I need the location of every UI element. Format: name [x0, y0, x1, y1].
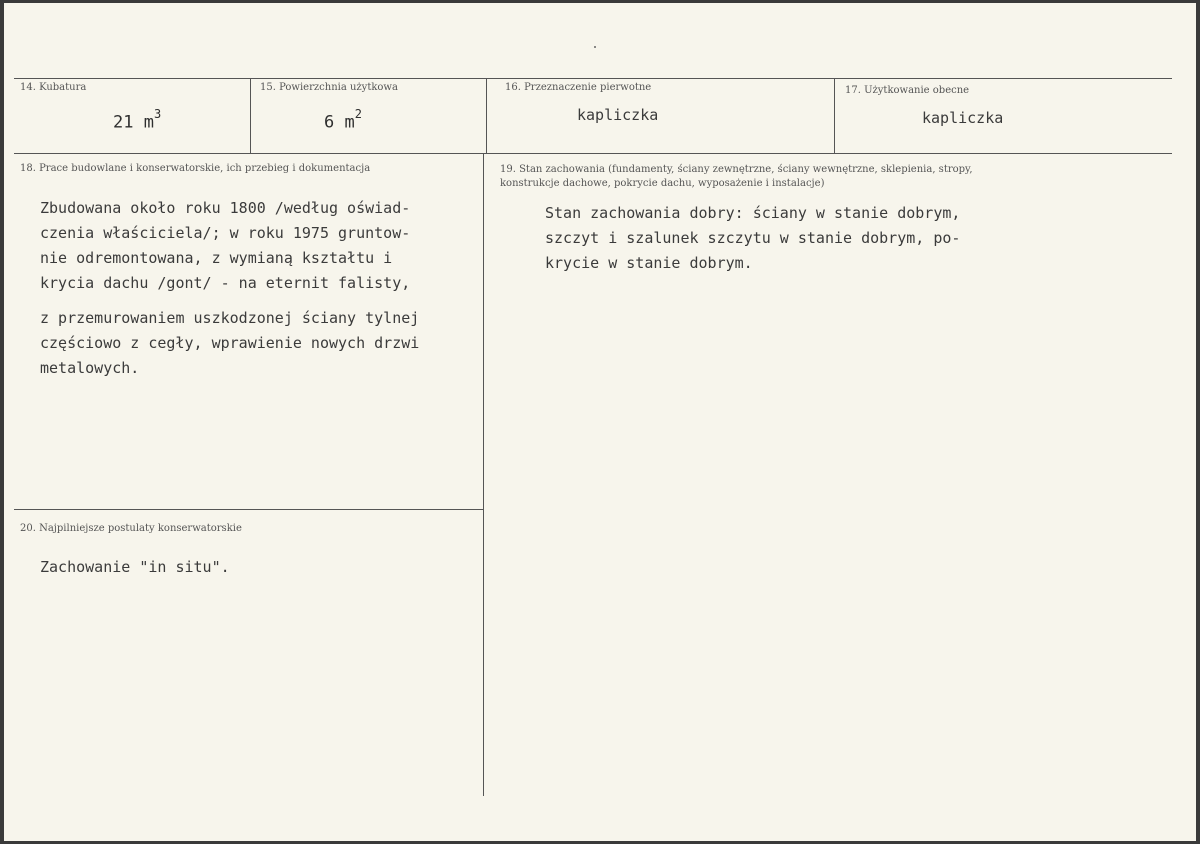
field-18-line-7: metalowych.: [40, 359, 140, 377]
field-18-line-4: krycia dachu /gont/ - na eternit falisty,: [40, 274, 411, 292]
card-edge-top: [0, 0, 1200, 3]
field-19-line-1: Stan zachowania dobry: ściany w stanie dobrym,: [545, 204, 961, 222]
field-17-value: kapliczka: [922, 109, 1004, 127]
field-16-value: kapliczka: [577, 106, 659, 124]
field-15-label: 15. Powierzchnia użytkowa: [260, 82, 398, 93]
field-17-label: 17. Użytkowanie obecne: [845, 85, 970, 96]
field-14-label: 14. Kubatura: [20, 82, 87, 93]
field-19-label-line-2: konstrukcje dachowe, pokrycie dachu, wyposażenie i instalacje): [500, 178, 825, 189]
divider-left-right: [483, 153, 484, 796]
divider-16-17: [834, 78, 835, 153]
field-19-line-2: szczyt i szalunek szczytu w stanie dobrym, po-: [545, 229, 961, 247]
card-edge-left: [0, 0, 4, 844]
field-16-label: 16. Przeznaczenie pierwotne: [505, 82, 652, 93]
field-18-line-5: z przemurowaniem uszkodzonej ściany tylnej: [40, 309, 420, 327]
divider-14-15: [250, 78, 251, 153]
speck: [594, 46, 596, 48]
field-14-value: 21 $m^3$: [113, 107, 162, 133]
field-18-line-2: czenia właściciela/; w roku 1975 gruntow-: [40, 224, 411, 242]
field-19-label-line-1: 19. Stan zachowania (fundamenty, ściany zewnętrzne, ściany wewnętrzne, sklepienia, stropy,: [500, 164, 973, 175]
field-20-value: Zachowanie "in situ".: [40, 558, 230, 576]
card-edge-right: [1196, 0, 1200, 844]
row1-bottom-rule: [14, 153, 1172, 154]
top-rule: [14, 78, 1172, 79]
divider-15-16: [486, 78, 487, 153]
field-18-line-1: Zbudowana około roku 1800 /według oświad-: [40, 199, 411, 217]
field-20-label: 20. Najpilniejsze postulaty konserwatorskie: [20, 523, 242, 534]
field-15-value: 6 $m^2$: [324, 107, 362, 133]
field-18-line-6: częściowo z cegły, wprawienie nowych drzwi: [40, 334, 420, 352]
field-18-label: 18. Prace budowlane i konserwatorskie, ich przebieg i dokumentacja: [20, 163, 371, 174]
field-18-line-3: nie odremontowana, z wymianą kształtu i: [40, 249, 393, 267]
field-19-line-3: krycie w stanie dobrym.: [545, 254, 753, 272]
section18-bottom-rule: [14, 509, 484, 510]
